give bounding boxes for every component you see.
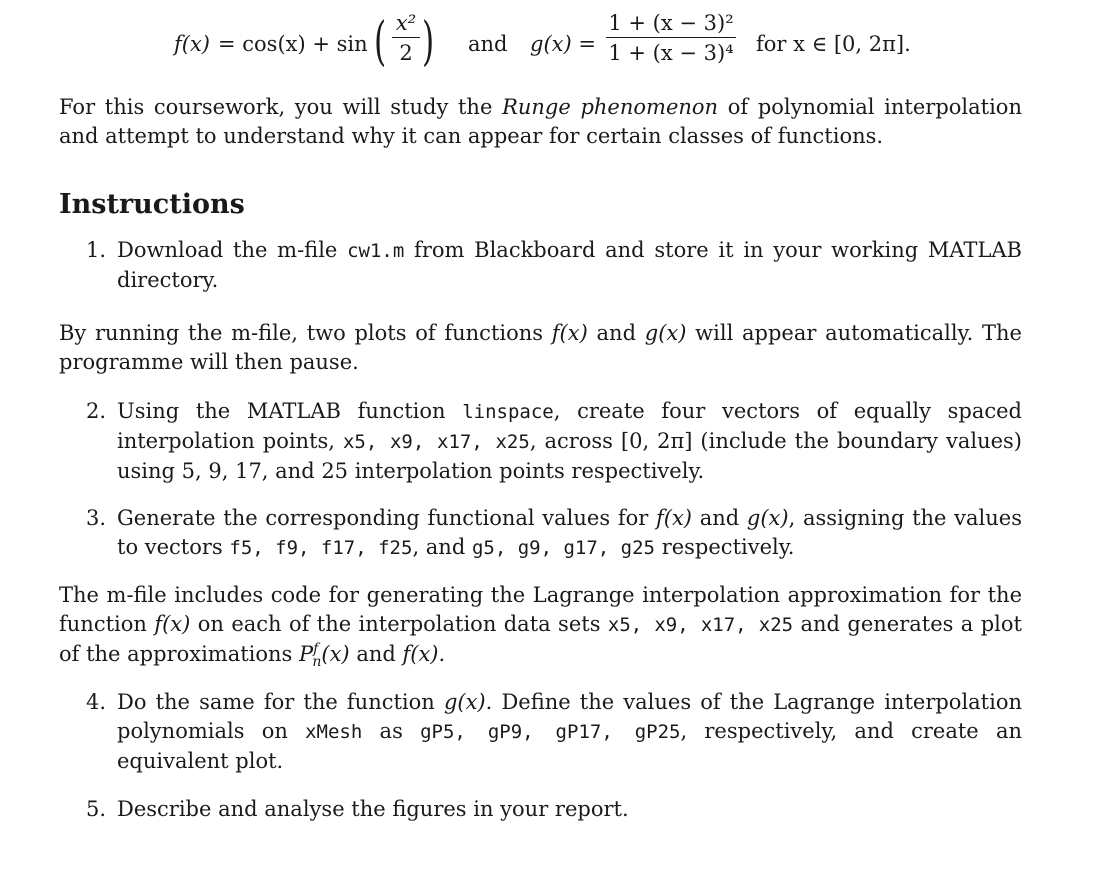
eq-domain: for x ∈ [0, 2π]. xyxy=(756,32,911,56)
code-linspace: linspace xyxy=(462,401,554,423)
instruction-item-5: 5. Describe and analyse the figures in your report. xyxy=(86,797,629,821)
eq-and: and xyxy=(468,32,508,56)
instruction-item-1: 1. Download the m-file cw1.m from Blackboard and store it in your working MATLAB directory. xyxy=(86,238,1022,292)
code-g-vectors: g5, g9, g17, g25 xyxy=(471,537,655,559)
running-paragraph: By running the m-file, two plots of functions f(x) and g(x) will appear automatically. The programme will then pause. xyxy=(59,321,1022,374)
eq-g-fraction: 1 + (x − 3)² 1 + (x − 3)⁴ xyxy=(606,10,736,66)
code-gp-vectors: gP5, gP9, gP17, gP25 xyxy=(420,721,681,743)
approximation-symbol: $P^f_n(x)$ xyxy=(299,641,350,671)
intro-paragraph: For this coursework, you will study the Runge phenomenon of polynomial interpolation and attempt to understand why it can appear for certain classes of functions. xyxy=(59,95,1022,148)
eq-g-lhs: g(x) = xyxy=(530,32,596,56)
instruction-item-2: 2. Using the MATLAB function linspace, create four vectors of equally spaced interpolation points, x5, x9, x17, x25, across [0, 2π] (include the boundary values) using 5, 9, 17, and 25 interpolation points respectively. xyxy=(86,399,1022,483)
code-cw1: cw1.m xyxy=(347,240,405,262)
eq-f-rhs: = cos(x) + sin xyxy=(218,32,368,56)
code-xmesh: xMesh xyxy=(305,721,363,743)
code-x-vectors-2: x5, x9, x17, x25 xyxy=(607,614,794,636)
right-paren: ) xyxy=(422,12,435,72)
code-x-vectors: x5, x9, x17, x25 xyxy=(342,431,530,453)
instructions-heading: Instructions xyxy=(59,189,245,220)
instruction-item-3: 3. Generate the corresponding functional values for f(x) and g(x), assigning the values to vectors f5, f9, f17, f25, and g5, g9, g17, g25 respectively. xyxy=(86,506,1022,559)
runge-phenomenon-emphasis: Runge phenomenon xyxy=(502,95,719,119)
left-paren: ( xyxy=(374,12,387,72)
lagrange-paragraph: The m-file includes code for generating the Lagrange interpolation approximation for the function f(x) on each of the interpolation data sets x5, x9, x17, x25 and generates a plot of the approximations $P^f_n(x)$ and f(x). xyxy=(59,583,1022,671)
eq-f-lhs: f(x) xyxy=(174,32,211,56)
instruction-item-4: 4. Do the same for the function g(x). Define the values of the Lagrange interpolation polynomials on xMesh as gP5, gP9, gP17, gP25, respectively, and create an equivalent plot. xyxy=(86,690,1023,773)
eq-f-fraction: x² 2 xyxy=(392,10,420,66)
code-f-vectors: f5, f9, f17, f25 xyxy=(229,537,413,559)
